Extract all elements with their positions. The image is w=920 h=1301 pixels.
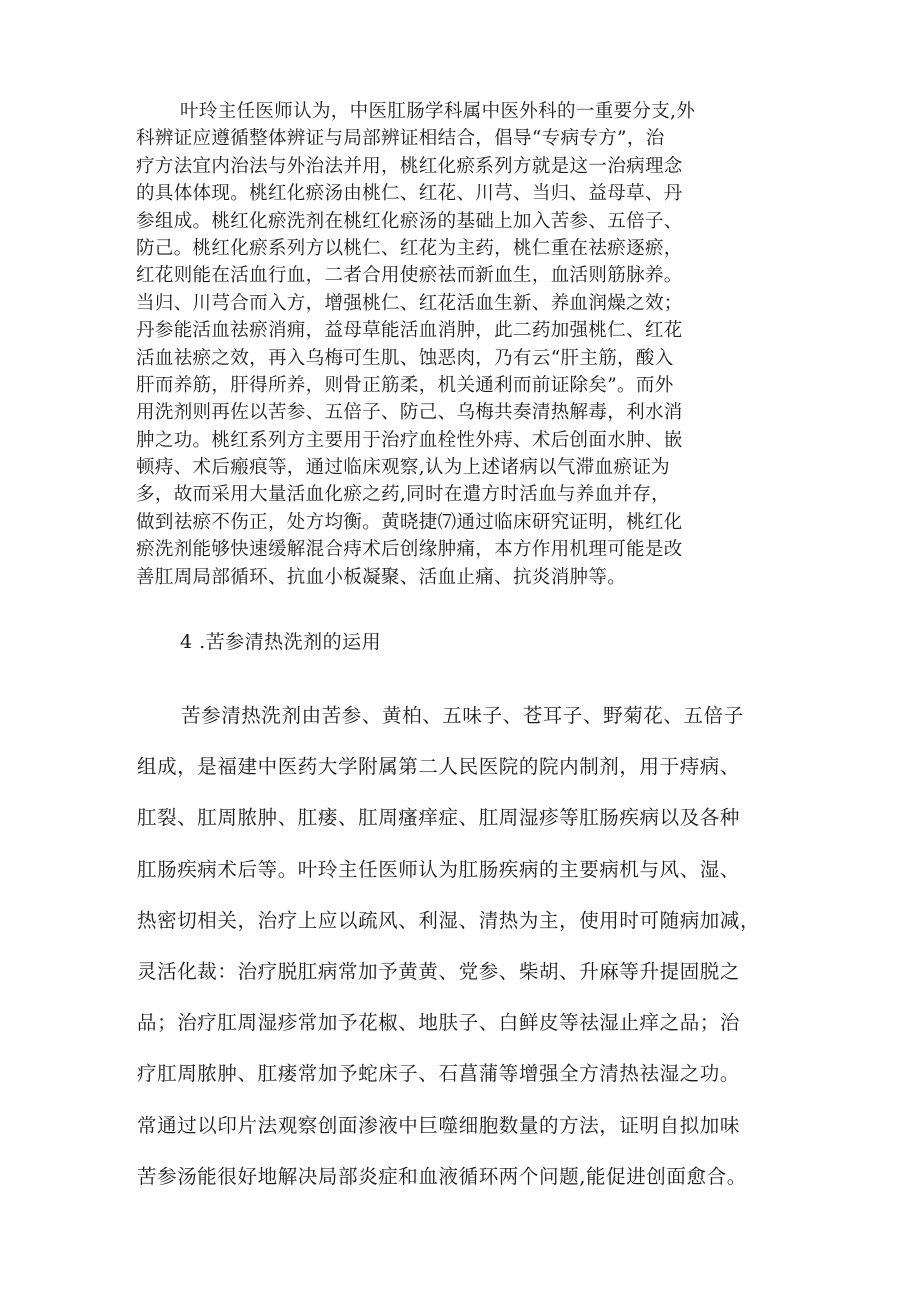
text-line: 常通过以印片法观察创面渗液中巨噬细胞数量的方法，证明自拟加味 <box>137 1113 741 1137</box>
text-line: 丹参能活血祛瘀消痈，益母草能活血消肿，此二药加强桃仁、红花 <box>136 320 683 342</box>
text-line: 的具体体现。桃红化瘀汤由桃仁、红花、川芎、当归、益母草、丹 <box>136 183 683 205</box>
text-line: 组成，是福建中医药大学附属第二人民医院的院内制剂，用于痔病、 <box>137 755 741 779</box>
text-line: 顿痔、术后瘢痕等，通过临床观察,认为上述诸病以气滞血瘀证为 <box>136 457 671 479</box>
text-line: 灵活化裁：治疗脱肛病常加予黄黄、党参、柴胡、升麻等升提固脱之 <box>137 959 741 983</box>
text-line: 用洗剂则再佐以苦参、五倍子、防己、乌梅共奏清热解毒，利水消 <box>136 402 683 424</box>
text-line: 善肛周局部循环、抗血小板凝聚、活血止痛、抗炎消肿等。 <box>136 566 627 588</box>
text-line: 防己。桃红化瘀系列方以桃仁、红花为主药，桃仁重在祛瘀逐瘀， <box>136 237 683 259</box>
text-line: 肛肠疾病术后等。叶玲主任医师认为肛肠疾病的主要病机与风、湿、 <box>137 857 741 881</box>
text-line: 肿之功。桃红系列方主要用于治疗血栓性外痔、术后创面水肿、嵌 <box>136 429 683 451</box>
text-line: 苦参汤能很好地解决局部炎症和血液循环两个问题,能促进创面愈合。 <box>137 1164 747 1188</box>
text-line: 多，故而采用大量活血化瘀之药,同时在遣方时活血与养血并存， <box>136 484 671 506</box>
text-line: 品；治疗肛周湿疹常加予花椒、地肤子、白鲜皮等祛湿止痒之品；治 <box>137 1011 741 1035</box>
section-heading: 4 .苦参清热洗剂的运用 <box>180 631 382 653</box>
text-line: 做到祛瘀不伤正，处方均衡。黄晓捷⑺通过临床研究证明，桃红化 <box>136 511 683 533</box>
paragraph-taohong-series <box>136 98 786 591</box>
text-line: 热密切相关，治疗上应以疏风、利湿、清热为主，使用时可随病加减， <box>137 908 761 932</box>
text-line: 疗方法宜内治法与外治法并用，桃红化瘀系列方就是这一治病理念 <box>136 155 683 177</box>
text-line: 肝而养筋，肝得所养，则骨正筋柔，机关通利而前证除矣”。而外 <box>136 374 674 396</box>
text-line: 疗肛周脓肿、肛瘘常加予蛇床子、石菖蒲等增强全方清热祛湿之功。 <box>137 1062 741 1086</box>
text-line: 红花则能在活血行血，二者合用使瘀祛而新血生，血活则筋脉养。 <box>136 265 683 287</box>
text-line: 苦参清热洗剂由苦参、黄柏、五味子、苍耳子、野菊花、五倍子 <box>181 704 744 727</box>
text-line: 参组成。桃红化瘀洗剂在桃红化瘀汤的基础上加入苦参、五倍子、 <box>136 210 683 232</box>
text-line: 叶玲主任医师认为，中医肛肠学科属中医外科的一重要分支,外 <box>180 101 696 122</box>
text-line: 当归、川芎合而入方，增强桃仁、红花活血生新、养血润燥之效； <box>136 292 683 314</box>
text-line: 活血祛瘀之效，再入乌梅可生肌、蚀恶肉，乃有云“肝主筋，酸入 <box>136 347 674 369</box>
text-line: 科辨证应遵循整体辨证与局部辨证相结合，倡导“专病专方”，治 <box>136 128 665 150</box>
paragraph-kushen-wash <box>137 690 797 1202</box>
text-line: 肛裂、肛周脓肿、肛瘘、肛周瘙痒症、肛周湿疹等肛肠疾病以及各种 <box>137 806 741 830</box>
text-line: 瘀洗剂能够快速缓解混合痔术后创缘肿痛，本方作用机理可能是改 <box>136 539 683 561</box>
